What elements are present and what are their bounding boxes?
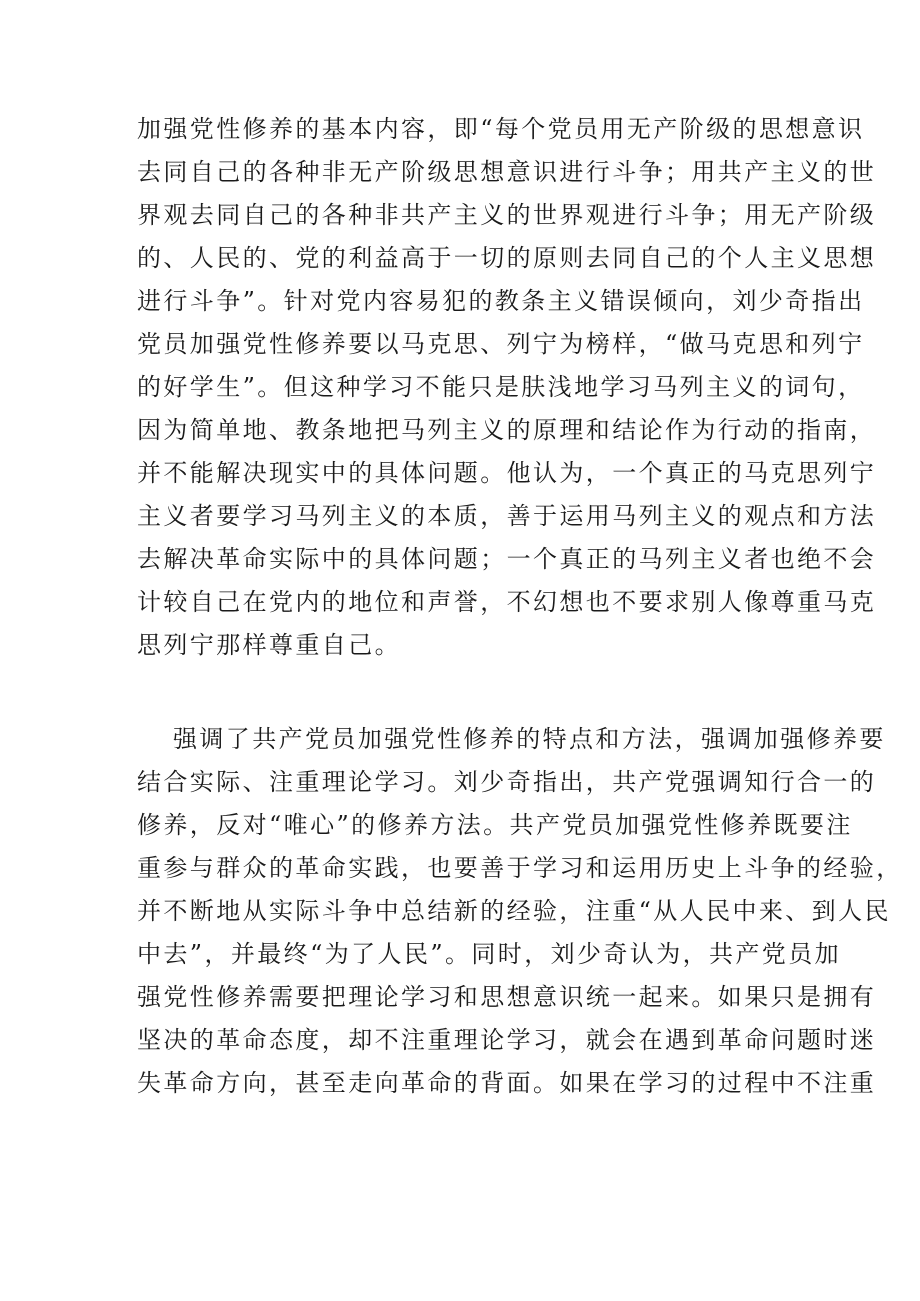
paragraph-line: 计较自己在党内的地位和声誉，不幻想也不要求别人像尊重马克 <box>137 588 877 616</box>
paragraph-1 <box>137 108 877 667</box>
paragraph-line: 重参与群众的革命实践，也要善于学习和运用历史上斗争的经验， <box>137 854 903 882</box>
paragraph-2 <box>137 718 903 1105</box>
paragraph-line: 去解决革命实际中的具体问题；一个真正的马列主义者也绝不会 <box>137 545 877 573</box>
paragraph-line: 思列宁那样尊重自己。 <box>137 631 401 659</box>
paragraph-line: 强党性修养需要把理论学习和思想意识统一起来。如果只是拥有 <box>137 983 877 1011</box>
paragraph-line: 的、人民的、党的利益高于一切的原则去同自己的个人主义思想 <box>137 244 877 272</box>
paragraph-line: 强调了共产党员加强党性修养的特点和方法，强调加强修养要 <box>173 725 886 753</box>
paragraph-line: 修养，反对“唯心”的修养方法。共产党员加强党性修养既要注 <box>137 811 853 839</box>
paragraph-line: 进行斗争”。针对党内容易犯的教条主义错误倾向，刘少奇指出 <box>137 287 865 315</box>
paragraph-line: 中去”，并最终“为了人民”。同时，刘少奇认为，共产党员加 <box>137 940 842 968</box>
paragraph-line: 坚决的革命态度，却不注重理论学习，就会在遇到革命问题时迷 <box>137 1026 877 1054</box>
paragraph-line: 去同自己的各种非无产阶级思想意识进行斗争；用共产主义的世 <box>137 158 877 186</box>
paragraph-line: 并不能解决现实中的具体问题。他认为，一个真正的马克思列宁 <box>137 459 877 487</box>
paragraph-line: 失革命方向，甚至走向革命的背面。如果在学习的过程中不注重 <box>137 1069 877 1097</box>
paragraph-line: 并不断地从实际斗争中总结新的经验，注重“从人民中来、到人民 <box>137 897 891 925</box>
paragraph-line: 的好学生”。但这种学习不能只是肤浅地学习马列主义的词句， <box>137 373 865 401</box>
paragraph-line: 界观去同自己的各种非共产主义的世界观进行斗争；用无产阶级 <box>137 201 877 229</box>
paragraph-line: 加强党性修养的基本内容，即“每个党员用无产阶级的思想意识 <box>137 115 865 143</box>
paragraph-line: 主义者要学习马列主义的本质，善于运用马列主义的观点和方法 <box>137 502 877 530</box>
paragraph-line: 结合实际、注重理论学习。刘少奇指出，共产党强调知行合一的 <box>137 768 877 796</box>
paragraph-line: 党员加强党性修养要以马克思、列宁为榜样，“做马克思和列宁 <box>137 330 865 358</box>
paragraph-line: 因为简单地、教条地把马列主义的原理和结论作为行动的指南， <box>137 416 877 444</box>
